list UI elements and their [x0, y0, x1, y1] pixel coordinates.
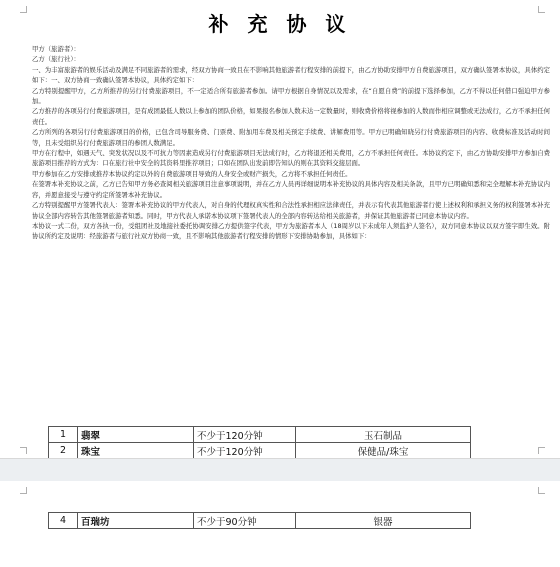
party-b-line: 乙方（旅行社）：: [32, 55, 80, 64]
row-number: 2: [49, 443, 78, 459]
page-corner-mark: [538, 487, 545, 494]
row-number: 4: [49, 513, 78, 529]
clause-paragraph: 本协议一式二份，双方各执一份，受组团社及地接社委托协调安排乙方提供签字代表，甲方为旅游者本人（18周岁以下未成年人须监护人签名），双方同意本协议以双方签字即生效。附协议所约定及说明：经旅游者与旅行社双方协商一致，且不影响其他旅游者行程安排的情形下安排协助参加，具体如下：: [32, 221, 550, 241]
table-row: [49, 427, 471, 443]
agreement-body: [32, 44, 550, 242]
item-duration: 不少于120分钟: [194, 443, 296, 459]
table-row: [49, 513, 471, 529]
party-a-line: 甲方（旅游者）：: [32, 45, 80, 53]
clause-paragraph: 甲方参加在乙方安排或推荐本协议约定以外的自费旅游项目导致的人身安全或财产损失，乙方将不承担任何责任。: [32, 169, 352, 178]
page-break-gap: [0, 458, 560, 482]
page-corner-mark: [20, 447, 27, 454]
clause-paragraph: 乙方特别提醒甲方，乙方所推荐的另行付费旅游项目，不一定适合所有旅游者参加。请甲方根据自身情况以及需求，在“自愿自费”的前提下选择参加，乙方不得以任何借口强迫甲方参加。: [32, 86, 550, 106]
item-name: 珠宝: [78, 443, 194, 459]
clause-paragraph: 在签署本补充协议之前，乙方已告知甲方务必查阅相关旅游项目注意事项说明，并在乙方人员再详细说明本补充协议的具体内容及相关条款，且甲方已明确知悉和完全理解本补充协议内容，并愿意接受与遵守约定所签署本补充协议。: [32, 180, 550, 199]
page-corner-mark: [20, 487, 27, 494]
item-products: 玉石制品: [296, 427, 471, 443]
page-corner-mark: [538, 447, 545, 454]
clause-paragraph: 乙方所列的各项另行付费旅游项目的价格，已包含司导服务费、门票费、附加用车费及相关预定手续费、讲解费用等。甲方已明确知晓另行付费旅游项目的内容、收费标准及活动时间等，且未受组织另行付费旅游项目的参团人数满足。: [32, 128, 550, 147]
item-name: 翡翠: [78, 427, 194, 443]
clause-paragraph: 乙方特别提醒甲方签署代表人：签署本补充协议的甲方代表人，对自身的代理权真实性和合法性承担相应法律责任，并表示有代表其他旅游者行使上述权利和承担义务的权利签署本补充协议全部内容转告其他签署旅游者知悉。同时，甲方代表人承诺本协议项下签署代表人的全部内容转达给相关旅游者，并保证其他旅游者已同意本协议内容。: [32, 201, 550, 220]
document-title: 补 充 协 议: [208, 12, 352, 36]
clause-paragraph: 甲方在行程中，如遇天气、突发状况以及不可抗力等因素造成另行付费旅游项目无法成行时，乙方将退还相关费用，乙方不承担任何责任。本协议约定下，由乙方协助安排甲方参加自费旅游项目推荐的方式为：口在旅行社中安全的其资料里推荐项目；口如在团队出发前即告知认的则在其资料交接层面。: [32, 149, 550, 168]
clause-paragraph: 乙方推荐的各项另行付费旅游项目，是有成团最低人数以上参加的团队价格，如果报名参加人数未达一定数量时，则收费价格将视参加的人数而作相应调整或无法成行，乙方不承担任何责任。: [32, 107, 550, 126]
item-name: 百瑞坊: [78, 513, 194, 529]
item-duration: 不少于90分钟: [194, 513, 296, 529]
table-row: [49, 443, 471, 459]
item-products: 保健品/珠宝: [296, 443, 471, 459]
row-number: 1: [49, 427, 78, 443]
document-page-2: [0, 481, 560, 567]
item-products: 银器: [296, 513, 471, 529]
item-duration: 不少于120分钟: [194, 427, 296, 443]
clause-paragraph: 一、为丰富旅游者的娱乐活动及满足不同旅游者的需求，经双方协商一致且在不影响其他旅游者行程安排的前提下，由乙方协助安排甲方自费旅游项目，双方确认签署本协议，具体约定如下：一、双方协商一致确认签署本协议，具体约定如下：: [32, 65, 550, 85]
shopping-items-table-continued: [48, 512, 471, 529]
